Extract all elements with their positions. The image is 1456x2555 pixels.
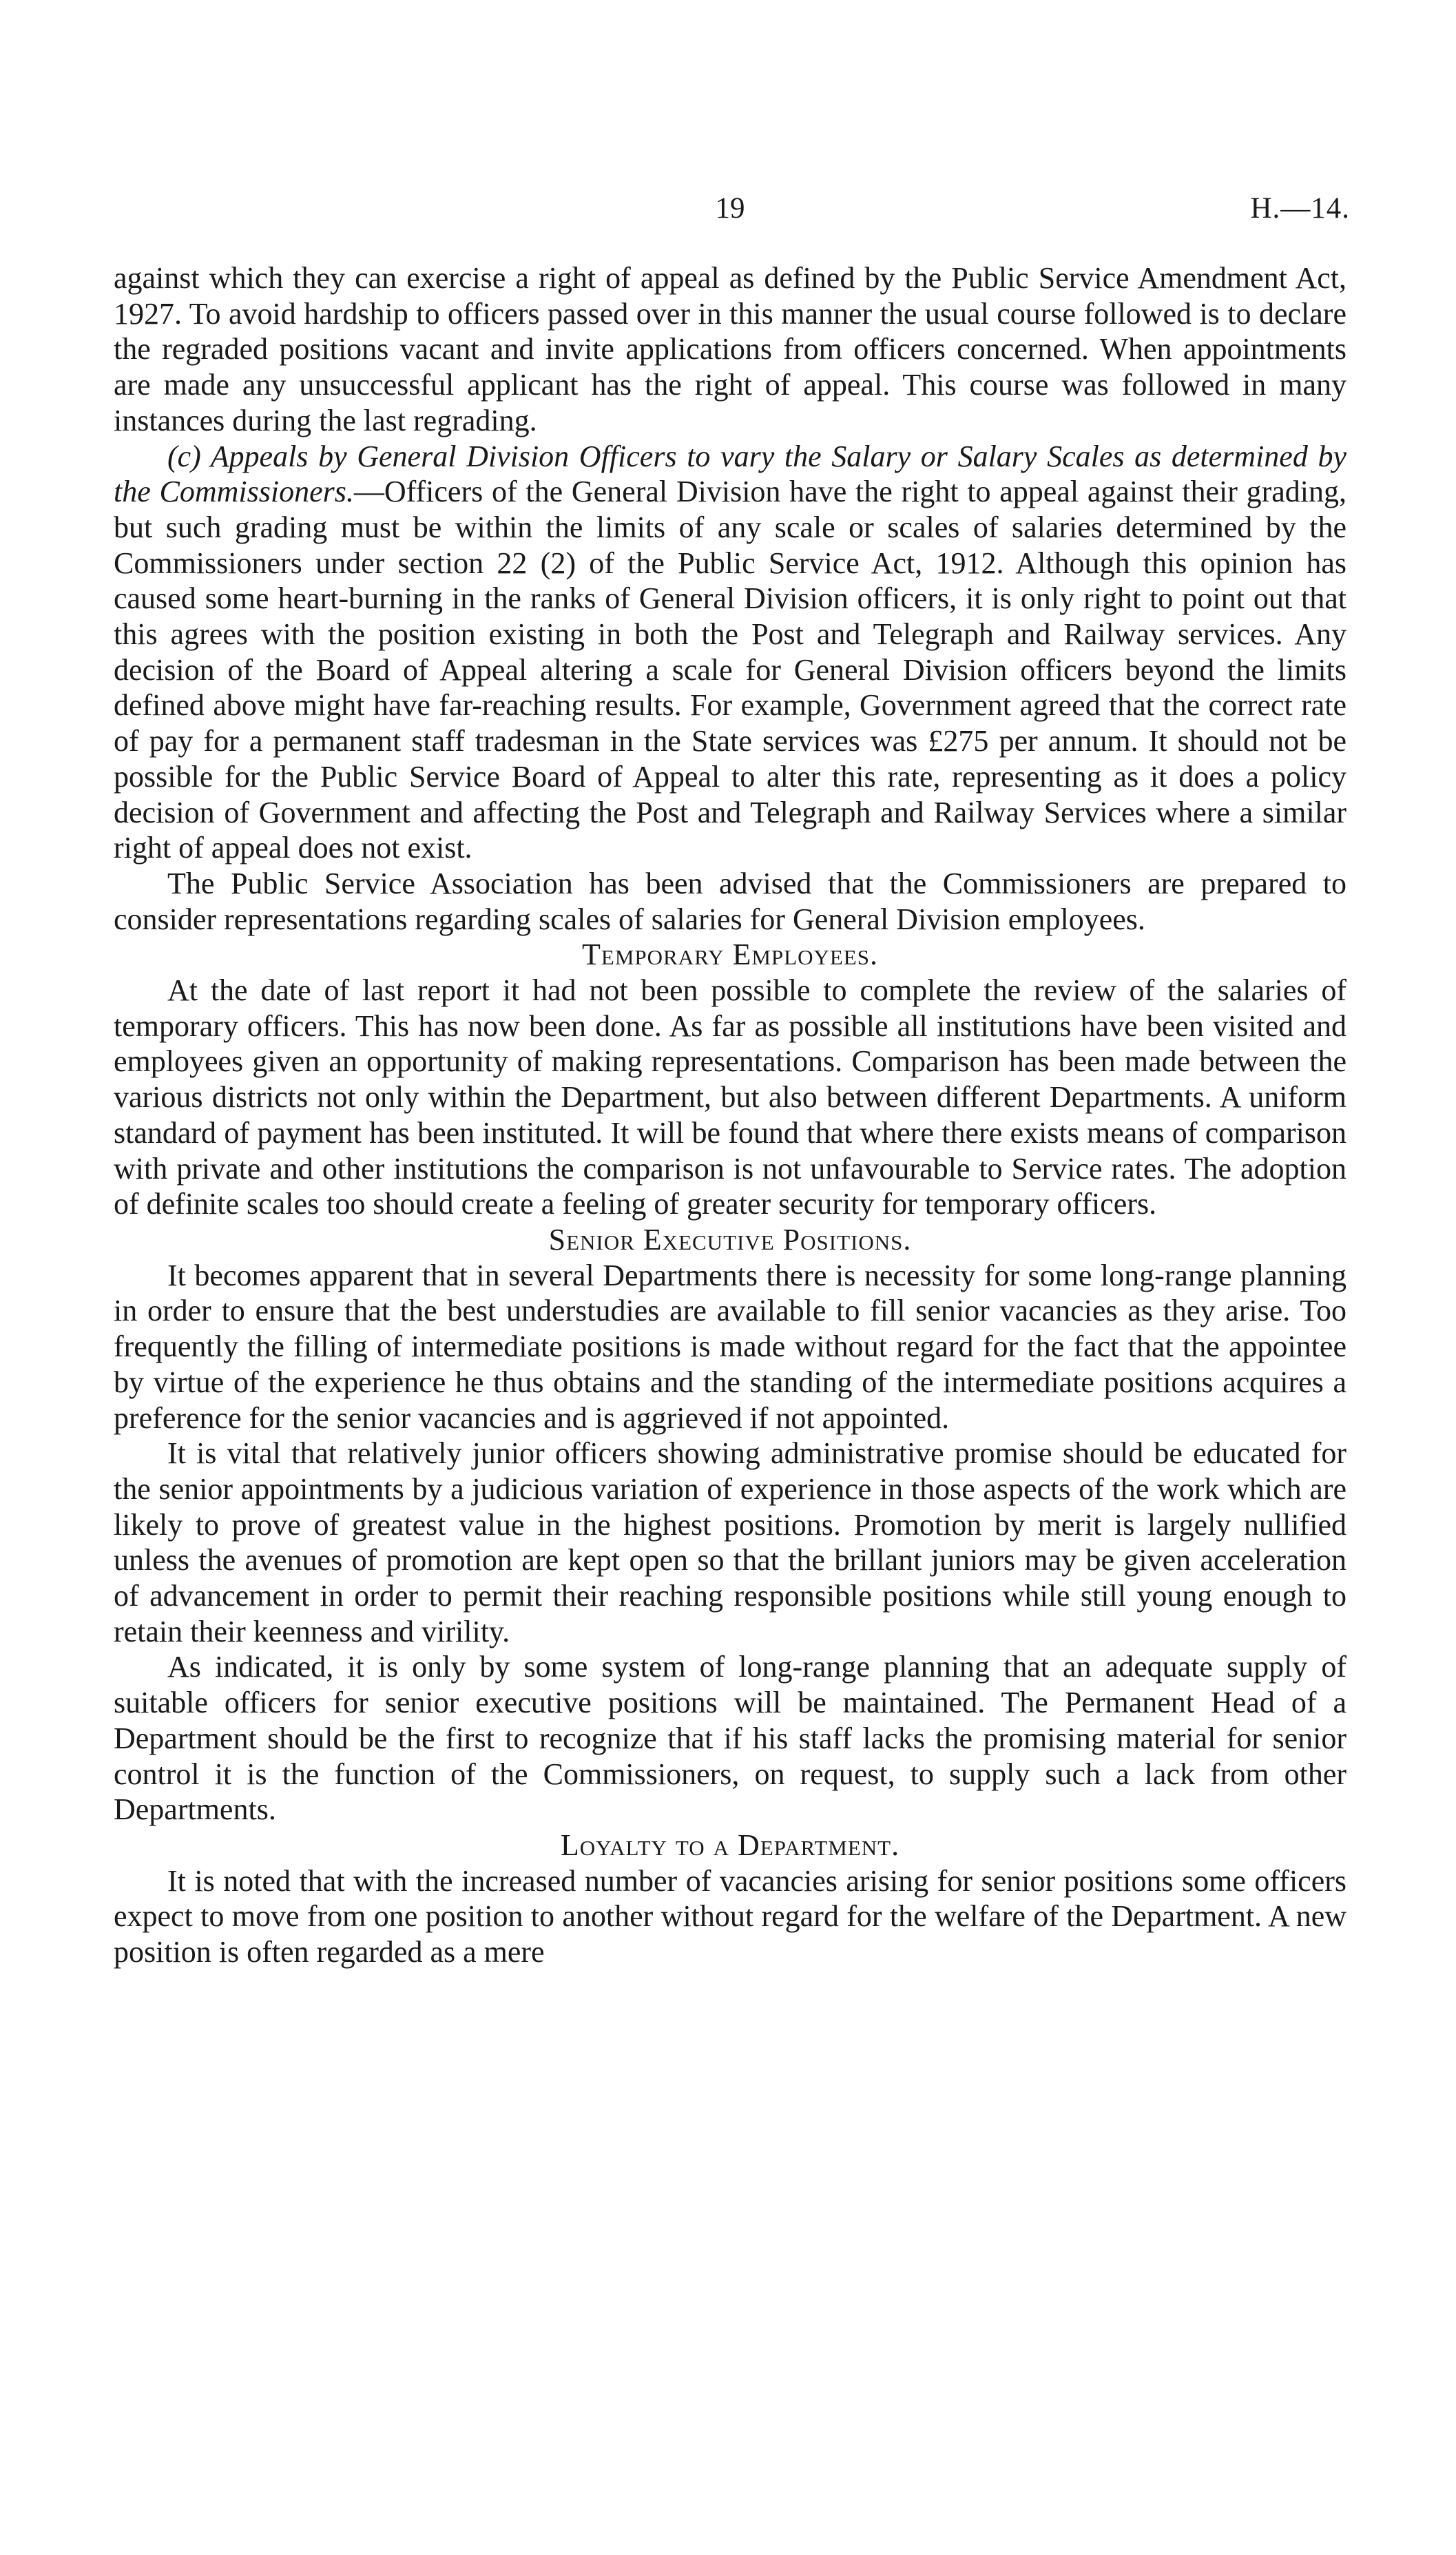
subsection-text: —Officers of the General Division have the right to appeal against their grading, but such grading must be within the limits of any scale or scales of salaries determined by the Commissioners under section 22 (2) of the Public Service Act, 1912. Although this opinion has caused some heart-burning in the ranks of General Division officers, it is only right to point out that this agrees with the position existing in both the Post and Telegraph and Railway services. Any decision of the Board of Appeal altering a scale for General Division officers beyond the limits defined above might have far-reaching results. For example, Government agreed that the correct rate of pay for a permanent staff tradesman in the State services was £275 per annum. It should not be possible for the Public Service Board of Appeal to alter this rate, representing as it does a policy decision of Government and affecting the Post and Telegraph and Railway Services where a similar right of appeal does not exist.	[114, 475, 1346, 865]
paragraph-junior-officers: It is vital that relatively junior officers showing administrative promise should be educated for the senior appointments by a judicious variation of experience in those aspects of the work which are likely to prove of greatest value in the highest positions. Promotion by merit is largely nullified unless the avenues of promotion are kept open so that the brillant juniors may be given acceleration of advancement in order to permit their reaching responsible positions while still young enough to retain their keenness and virility.	[114, 1436, 1346, 1648]
paragraph-general-division-appeals	[114, 439, 1346, 866]
paragraph-loyalty: It is noted that with the increased number of vacancies arising for senior positions some officers expect to move from one position to another without regard for the welfare of the Department. A new position is often regarded as a mere	[114, 1863, 1346, 1969]
page-number: 19	[715, 192, 745, 225]
paragraph-appeal-right: against which they can exercise a right of appeal as defined by the Public Service Amendment Act, 1927. To avoid hardship to officers passed over in this manner the usual course followed is to declare the regraded positions vacant and invite applications from officers concerned. When appointments are made any unsuccessful applicant has the right of appeal. This course was followed in many instances during the last regrading.	[114, 261, 1346, 437]
heading-temporary-employees: Temporary Employees.	[582, 938, 878, 972]
heading-senior-executive-positions: Senior Executive Positions.	[548, 1222, 912, 1256]
heading-loyalty-to-department: Loyalty to a Department.	[560, 1828, 900, 1862]
document-code: H.—14.	[1250, 192, 1350, 225]
paragraph-temporary-officers: At the date of last report it had not been possible to complete the review of the salaries of temporary officers. This has now been done. As far as possible all institutions have been visited and employees given an opportunity of making representations. Comparison has been made between the various districts not only within the Department, but also between different Departments. A uniform standard of payment has been instituted. It will be found that where there exists means of comparison with private and other institutions the comparison is not unfavourable to Service rates. The adoption of definite scales too should create a feeling of greater security for temporary officers.	[114, 973, 1346, 1221]
paragraph-long-range-planning: It becomes apparent that in several Departments there is necessity for some long-range planning in order to ensure that the best understudies are available to fill senior vacancies as they arise. Too frequently the filling of intermediate positions is made without regard for the fact that the appointee by virtue of the experience he thus obtains and the standing of the intermediate positions acquires a preference for the senior vacancies and is aggrieved if not appointed.	[114, 1258, 1346, 1435]
body-text	[114, 260, 1346, 1970]
paragraph-permanent-head: As indicated, it is only by some system of long-range planning that an adequate supply of suitable officers for senior executive positions will be maintained. The Permanent Head of a Department should be the first to recognize that if his staff lacks the promising material for senior control it is the function of the Commissioners, on request, to supply such a lack from other Departments.	[114, 1650, 1346, 1827]
paragraph-psa-advice: The Public Service Association has been advised that the Commissioners are prepared to consider representations regarding scales of salaries for General Division employees.	[114, 866, 1346, 936]
subsection-heading: (c) Appeals by General Division Officers to vary the Salary or Salary Scales as determined by the Commissioners.	[114, 439, 1346, 509]
